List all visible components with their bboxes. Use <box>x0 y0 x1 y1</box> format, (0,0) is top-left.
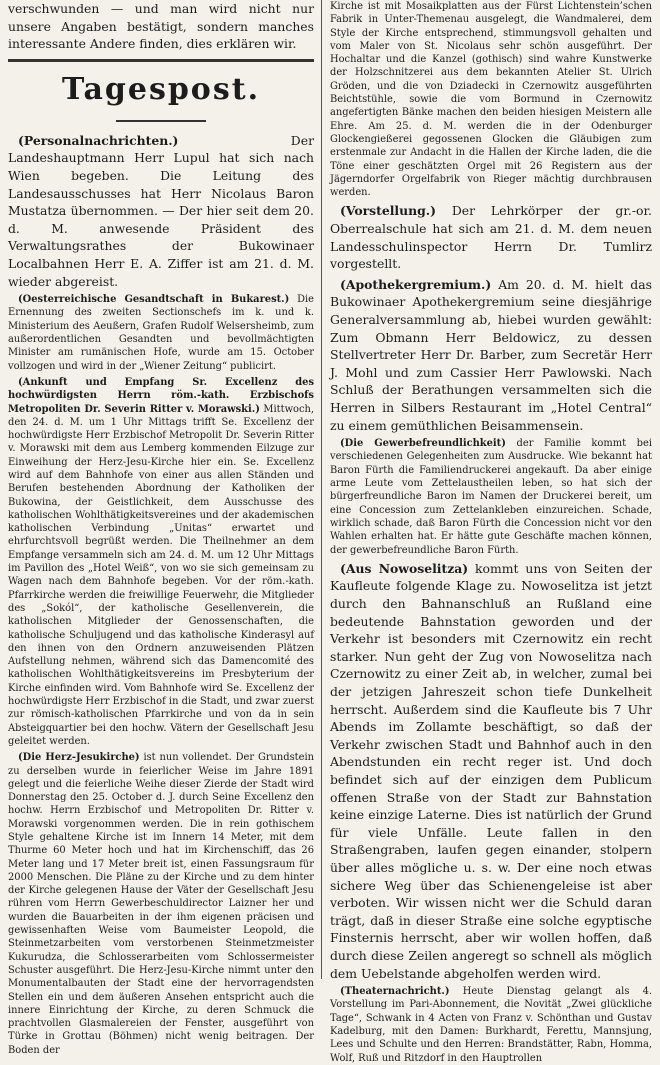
left-column <box>8 0 314 1056</box>
article-text: ist nun vollendet. Der Grundstein zu derselben wurde in feierlicher Weise im Jahre 1891 gelegt und die feierliche Weihe dieser Zierde der Stadt wird Donnerstag den 25. October d. J. durch Seine Excellenz den hochw. Herrn Erzbischof und Metropoliten Dr. Ritter v. Morawski vorgenommen werden. Die in rein gothischem Style gehaltene Kirche ist im Innern 14 Meter, mit dem Thurme 60 Meter hoch und hat im Kirchenschiff, das 26 Meter lang und 17 Meter breit ist, einen Fassungsraum für 2000 Menschen. Die Pläne zu der Kirche und zu dem hinter der Kirche gelegenen Hause der Väter der Gesellschaft Jesu rühren vom Herrn Gewerbeschuldirector Laizner her und wurden die Bauarbeiten in der ihm eigenen präcisen und gewissenhaften Weise vom Baumeister Leopold, die Steinmetzarbeiten vom verstorbenen Steinmetzmeister Kukurudza, die Schlosserarbeiten vom Schlossermeister Schuster ausgeführt. Die Herz-Jesu-Kirche nimmt unter den Monumentalbauten der Stadt eine der hervorragendsten Stellen ein und dem äußeren Ansehen entspricht auch die innere Einrichtung der Kirche, zu deren Schmuck die prachtvollen Glasmalereien der Fenster, ausgeführt von Türke in Grottau (Böhmen) nicht wenig beitragen. Der Boden der <box>8 752 314 1056</box>
column-divider <box>321 0 322 979</box>
article-text: Am 20. d. M. hielt das Bukowinaer Apothekergremium seine diesjährige Generalversammlung ab, hiebei wurden gewählt: Zum Obmann Herr Beldowicz, zu dessen Stellvertreter Herr Dr. Barber, zum Secretär Herr J. Mohl und zum Cassier Herr Pawlowski. Nach Schluß der Berathungen versammelten sich die Herren in Silbers Restaurant im „Hotel Central“ zu einem gemüthlichen Beisammensein. <box>330 276 652 433</box>
article-lead: (Theaternachricht.) <box>340 986 450 998</box>
article-gesandtschaft <box>8 293 314 373</box>
article-text: Mittwoch, den 24. d. M. um 1 Uhr Mittags trifft Se. Excellenz der hochwürdigste Herr Erzbischof Metropolit Dr. Severin Ritter v. Morawski mit dem aus Lemberg kommenden Eilzuge zur Einweihung der Herz-Jesu-Kirche hier ein. Se. Excellenz wird auf dem Bahnhofe von einer aus allen Ständen und Berufen bestehenden Abordnung der Katholiken der Bukowina, der Geistlichkeit, dem Ausschusse des katholischen Wohlthätigkeitsvereines und der akademischen katholischen Verbindung „Unitas“ erwartet und ehrfurchtsvoll begrüßt werden. Die Theilnehmer an dem Empfange versammeln sich am 24. d. M. um 12 Uhr Mittags im Pavillon des „Hotel Weiß“, von wo sie sich gemeinsam zu Wagen nach dem Bahnhofe begeben. Vor der röm.-kath. Pfarrkirche werden die freiwillige Feuerwehr, die Mitglieder des „Sokól“, der katholische Gesellenverein, die katholischen Mitglieder der Genossenschaften, die katholische Schuljugend und das katholische Kinderasyl auf den ihnen von den Ordnern anzuweisenden Plätzen Aufstellung nehmen, während sich das Damencomité des katholischen Wohlthätigkeitsvereins im Presbyterium der Kirche einfinden wird. Vom Bahnhofe wird Se. Excellenz der hochwürdigste Herr Erzbischof in die Stadt, und zwar zuerst zur römisch-katholischen Pfarrkirche und von da in sein Absteigquartier bei den hochw. Vätern der Gesellschaft Jesu geleitet werden. <box>8 403 314 747</box>
article-lead: (Apothekergremium.) <box>340 276 492 292</box>
article-lead: (Personalnachrichten.) <box>18 132 179 148</box>
article-apothekergremium <box>330 276 652 434</box>
article-lead: (Die Gewerbefreundlichkeit) <box>340 438 506 450</box>
article-vorstellung <box>330 202 652 272</box>
article-theaternachricht <box>330 985 652 1065</box>
article-herz-jesukirche <box>8 751 314 1057</box>
right-top-fragment: Kirche ist mit Mosaikplatten aus der Fürst Lichtenstein’schen Fabrik in Unter-Themenau ausgelegt, die Wandmalerei, dem Style der Kirche entsprechend, stimmungsvoll gehalten und vom Maler von St. Nicolaus sehr schön ausgeführt. Der Hochaltar und die Kanzel (gothisch) sind wahre Kunstwerke der Holzschnitzerei aus dem bekannten Atelier St. Ulrich Gröden, und die von Dziadecki in Czernowitz ausgeführten Beichtstühle, sowie die vom Bormund in Czernowitz angefertigten Bänke machen den beiden hiesigen Meistern alle Ehre. Am 25. d. M. werden die in der Odenburger Glockengießerei gegossenen Glocken die Gläubigen zum erstenmale zur Andacht in die Hallen der Kirche laden, die die Töne einer geschätzten Orgel mit 26 Registern aus der Jägerndorfer Orgelfabrik von Rieger mächtig durchbrausen werden. <box>330 1 652 199</box>
article-lead: (Die Herz-Jesukirche) <box>18 752 140 764</box>
article-text: der Familie kommt bei verschiedenen Gelegenheiten zum Ausdrucke. Wie bekannt hat Baron Fürth die Familiendruckerei angekauft. Da aber einige arme Leute vom Zettelaustheilen leben, so hat sich der bürgerfreundliche Baron im Namen der Druckerei bereit, um eine Concession zum Zettelankleben einzureichen. Schade, wirklich schade, daß Baron Fürth die Concession nicht vor den Wahlen erhalten hat. Er hätte gute Geschäfte machen können, der gewerbefreundliche Baron Fürth. <box>330 438 652 556</box>
article-lead: (Vorstellung.) <box>340 203 436 219</box>
article-text: kommt uns von Seiten der Kaufleute folgende Klage zu. Nowoselitza ist jetzt durch den Bahnanschluß an Rußland eine bedeutende Bahnstation geworden und der Verkehr ist besonders mit Czernowitz ein recht starker. Nun geht der Zug von Nowoselitza nach Czernowitz zu einer Zeit ab, in welcher, zumal bei der jetzigen Jahreszeit schon tiefe Dunkelheit herrscht. Außerdem sind die Kaufleute bis 7 Uhr Abends im Zollamte beschäftigt, so daß der Verkehr zwischen Stadt und Bahnhof auch in den Abendstunden ein recht reger ist. Und doch befindet sich auf der einzigen dem Publicum offenen Straße von der Stadt zur Bahnstation keine einzige Laterne. Dies ist natürlich der Grund für viele Unfälle. Leute fallen in den Straßengraben, laufen gegen einander, stolpern über alles mögliche u. s. w. Der eine noch etwas sichere Weg über das Schienengeleise ist aber verboten. Wir wissen nicht wer die Schuld daran trägt, daß in dieser Straße eine solche egyptische Finsternis herrscht, aber wir wollen hoffen, daß durch diese Zeilen angeregt so schnell als möglich dem Uebelstande abgeholfen werden wird. <box>330 560 652 981</box>
right-column <box>330 0 652 1064</box>
article-gewerbefreundlichkeit <box>330 437 652 557</box>
masthead-title: Tagespost. <box>61 71 261 107</box>
article-text: Heute Dienstag gelangt als 4. Vorstellung im Pari-Abonnement, die Novität „Zwei glückliche Tage“, Schwank in 4 Acten von Franz v. Schönthan und Gustav Kadelburg, mit den Damen: Burkhardt, Ferettu, Mannsjung, Lees und Schulte und den Herren: Brandstätter, Rabn, Homma, Wolf, Ruß und Ritzdorf in den Hauptrollen <box>330 986 652 1064</box>
article-text: Der Landeshauptmann Herr Lupul hat sich nach Wien begeben. Die Leitung des Landesausschusses hat Herr Nicolaus Baron Mustatza übernommen. — Der hier seit dem 20. d. M. anwesende Präsident des Verwaltungsrathes der Bukowinaer Localbahnen Herr E. A. Ziffer ist am 21. d. M. wieder abgereist. <box>8 132 314 289</box>
article-text: Der Lehrkörper der gr.-or. Oberrealschule hat sich am 21. d. M. dem neuen Landesschulinspector Herrn Dr. Tumlirz vorgestellt. <box>330 203 652 272</box>
article-ankunft-erzbischof <box>8 376 314 748</box>
left-top-fragment: verschwunden — und man wird nicht nur unsere Angaben bestätigt, sondern manches interessante Andere finden, dies erklären wir. <box>8 1 314 52</box>
masthead-rule <box>116 120 206 122</box>
article-personalnachrichten <box>8 132 314 290</box>
article-lead: (Aus Nowoselitza) <box>340 560 469 576</box>
section-divider <box>8 59 314 62</box>
article-text: Die Ernennung des zweiten Sectionschefs im k. und k. Ministerium des Aeußern, Grafen Rudolf Welsersheimb, zum außerordentlichen Gesandten und bevollmächtigten Minister am rumänischen Hofe, wurde am 15. October vollzogen und wird in der „Wiener Zeitung“ publicirt. <box>8 294 314 372</box>
article-nowoselitza <box>330 560 652 982</box>
article-lead: (Oesterreichische Gesandtschaft in Bukarest.) <box>18 294 290 306</box>
article-lead: (Ankunft und Empfang Sr. Excellenz des hochwürdigsten Herrn röm.-kath. Erzbischofs Metropoliten Dr. Severin Ritter v. Morawski.) <box>8 376 314 415</box>
